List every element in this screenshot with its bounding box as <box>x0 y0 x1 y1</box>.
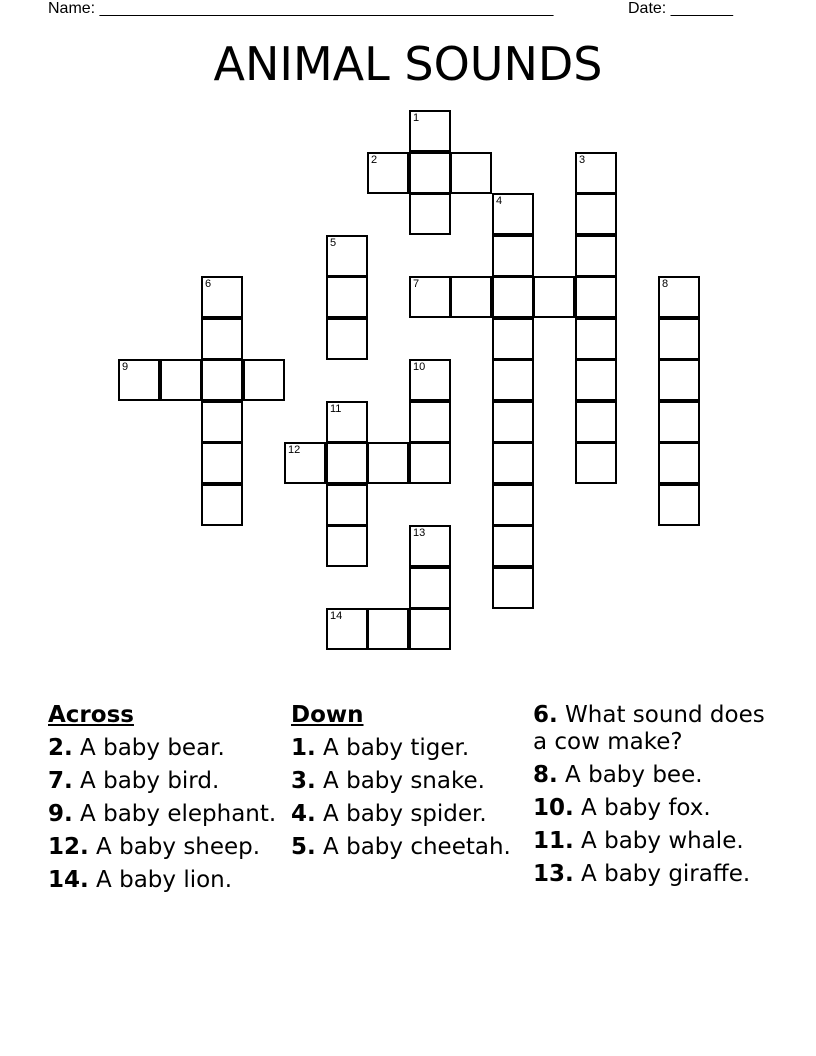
clue-down-3 <box>291 768 526 795</box>
grid-cell[interactable] <box>201 318 243 360</box>
grid-cell[interactable] <box>326 318 368 360</box>
grid-cell[interactable] <box>575 276 617 318</box>
grid-cell[interactable] <box>492 193 534 235</box>
grid-cell[interactable] <box>201 484 243 526</box>
cell-number: 12 <box>288 444 301 456</box>
name-field[interactable]: Name: ___________________________________________________ <box>48 0 554 17</box>
grid-cell[interactable] <box>409 110 451 152</box>
clue-number: 8. <box>533 762 558 788</box>
grid-cell[interactable] <box>326 608 368 650</box>
clue-across-9 <box>48 801 283 828</box>
grid-cell[interactable] <box>575 359 617 401</box>
grid-cell[interactable] <box>409 401 451 443</box>
grid-cell[interactable] <box>492 318 534 360</box>
clue-across-12 <box>48 834 283 861</box>
grid-cell[interactable] <box>409 152 451 194</box>
grid-cell[interactable] <box>326 525 368 567</box>
grid-cell[interactable] <box>409 567 451 609</box>
clue-number: 14. <box>48 867 89 893</box>
across-clues-column <box>48 702 283 900</box>
grid-cell[interactable] <box>409 442 451 484</box>
down-clues-column-continued <box>533 702 783 894</box>
grid-cell[interactable] <box>658 484 700 526</box>
clue-text: A baby tiger. <box>315 735 470 761</box>
cell-number: 13 <box>413 527 426 539</box>
clue-text: A baby elephant. <box>72 801 277 827</box>
grid-cell[interactable] <box>326 484 368 526</box>
grid-cell[interactable] <box>409 525 451 567</box>
clue-down-1 <box>291 735 526 762</box>
grid-cell[interactable] <box>243 359 285 401</box>
clue-text: A baby bear. <box>72 735 225 761</box>
grid-cell[interactable] <box>492 359 534 401</box>
grid-cell[interactable] <box>492 525 534 567</box>
grid-cell[interactable] <box>658 442 700 484</box>
grid-cell[interactable] <box>367 442 409 484</box>
grid-cell[interactable] <box>575 442 617 484</box>
clue-text: What sound does a cow make? <box>533 702 765 755</box>
clue-down-11 <box>533 828 783 855</box>
grid-cell[interactable] <box>575 152 617 194</box>
grid-cell[interactable] <box>367 608 409 650</box>
grid-cell[interactable] <box>201 442 243 484</box>
grid-cell[interactable] <box>658 401 700 443</box>
grid-cell[interactable] <box>409 608 451 650</box>
grid-cell[interactable] <box>326 401 368 443</box>
clue-down-5 <box>291 834 526 861</box>
grid-cell[interactable] <box>575 318 617 360</box>
grid-cell[interactable] <box>575 401 617 443</box>
cell-number: 10 <box>413 361 426 373</box>
clue-text: A baby bird. <box>72 768 220 794</box>
grid-cell[interactable] <box>326 442 368 484</box>
clue-across-7 <box>48 768 283 795</box>
cell-number: 14 <box>330 610 343 622</box>
date-field[interactable]: Date: _______ <box>628 0 733 17</box>
grid-cell[interactable] <box>492 484 534 526</box>
grid-cell[interactable] <box>575 193 617 235</box>
clue-text: A baby lion. <box>88 867 233 893</box>
clue-text: A baby cheetah. <box>315 834 511 860</box>
clue-text: A baby sheep. <box>88 834 261 860</box>
clue-down-10 <box>533 795 783 822</box>
clue-number: 4. <box>291 801 316 827</box>
grid-cell[interactable] <box>326 276 368 318</box>
grid-cell[interactable] <box>492 235 534 277</box>
grid-cell[interactable] <box>160 359 202 401</box>
clue-down-4 <box>291 801 526 828</box>
clue-number: 11. <box>533 828 574 854</box>
down-heading: Down <box>291 702 364 728</box>
clue-down-8 <box>533 762 783 789</box>
grid-cell[interactable] <box>575 235 617 277</box>
grid-cell[interactable] <box>492 567 534 609</box>
cell-number: 4 <box>496 195 503 207</box>
grid-cell[interactable] <box>118 359 160 401</box>
grid-cell[interactable] <box>201 359 243 401</box>
grid-cell[interactable] <box>201 401 243 443</box>
cell-number: 11 <box>330 403 342 415</box>
clue-number: 5. <box>291 834 316 860</box>
grid-cell[interactable] <box>326 235 368 277</box>
across-heading: Across <box>48 702 134 728</box>
grid-cell[interactable] <box>409 359 451 401</box>
grid-cell[interactable] <box>409 193 451 235</box>
grid-cell[interactable] <box>284 442 326 484</box>
cell-number: 6 <box>205 278 212 290</box>
grid-cell[interactable] <box>367 152 409 194</box>
cell-number: 7 <box>413 278 420 290</box>
clue-number: 13. <box>533 861 574 887</box>
grid-cell[interactable] <box>201 276 243 318</box>
clue-number: 6. <box>533 702 558 728</box>
grid-cell[interactable] <box>533 276 575 318</box>
cell-number: 3 <box>579 154 586 166</box>
clue-text: A baby bee. <box>557 762 703 788</box>
grid-cell[interactable] <box>658 276 700 318</box>
cell-number: 5 <box>330 237 337 249</box>
grid-cell[interactable] <box>658 318 700 360</box>
clue-number: 9. <box>48 801 73 827</box>
clue-number: 2. <box>48 735 73 761</box>
clue-number: 12. <box>48 834 89 860</box>
grid-cell[interactable] <box>658 359 700 401</box>
cell-number: 2 <box>371 154 378 166</box>
down-clues-column <box>291 702 526 867</box>
clue-text: A baby snake. <box>315 768 485 794</box>
clue-across-2 <box>48 735 283 762</box>
grid-cell[interactable] <box>409 276 451 318</box>
clue-down-13 <box>533 861 783 888</box>
clue-number: 7. <box>48 768 73 794</box>
clue-text: A baby spider. <box>315 801 487 827</box>
grid-cell[interactable] <box>492 442 534 484</box>
clue-number: 1. <box>291 735 316 761</box>
clue-down-6 <box>533 702 783 756</box>
clue-number: 3. <box>291 768 316 794</box>
grid-cell[interactable] <box>492 401 534 443</box>
clue-text: A baby fox. <box>573 795 711 821</box>
grid-cell[interactable] <box>450 276 492 318</box>
cell-number: 1 <box>413 112 420 124</box>
page-title: ANIMAL SOUNDS <box>213 37 603 91</box>
clue-text: A baby whale. <box>573 828 744 854</box>
clue-text: A baby giraffe. <box>573 861 751 887</box>
cell-number: 9 <box>122 361 129 373</box>
clue-number: 10. <box>533 795 574 821</box>
grid-cell[interactable] <box>450 152 492 194</box>
cell-number: 8 <box>662 278 669 290</box>
grid-cell[interactable] <box>492 276 534 318</box>
clue-across-14 <box>48 867 283 894</box>
